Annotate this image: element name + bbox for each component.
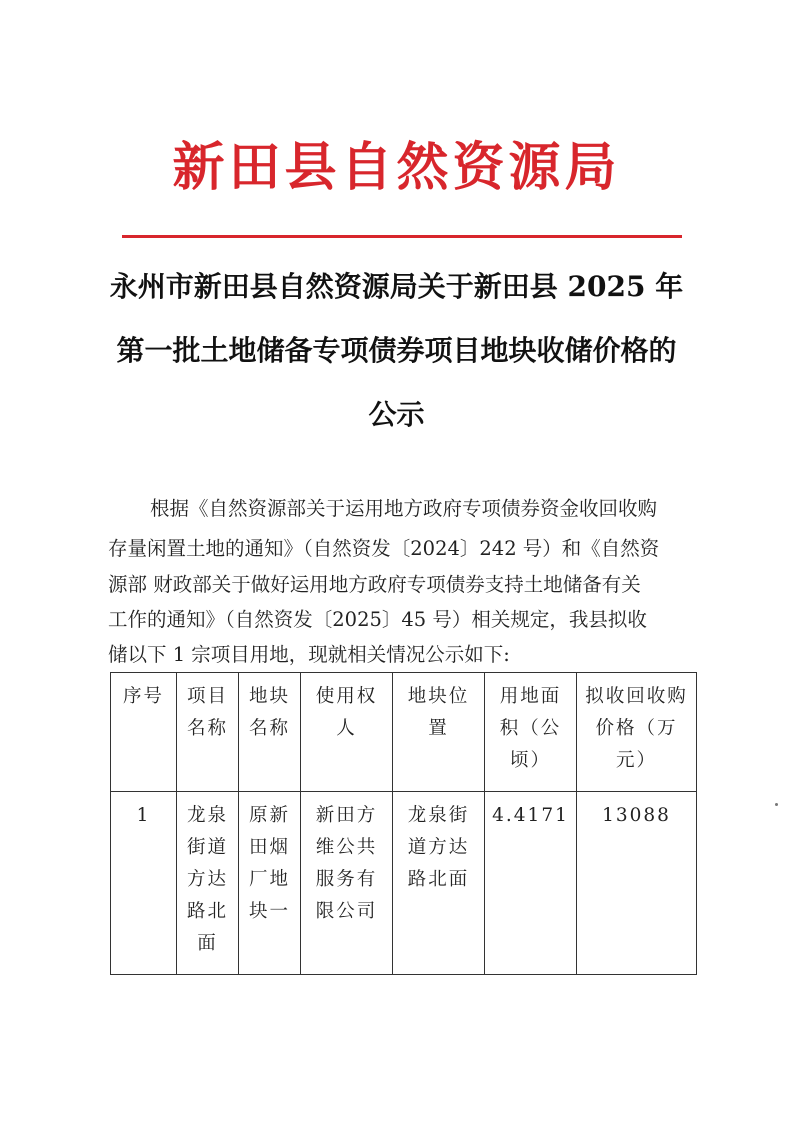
cell-acquisition-price: 13088 xyxy=(577,792,697,975)
header-parcel-location: 地块位置 xyxy=(393,673,485,792)
cell-parcel-name: 原新田烟厂地块一 xyxy=(239,792,301,975)
document-title-line-1: 永州市新田县自然资源局关于新田县 2025 年 xyxy=(109,270,684,303)
scan-speck xyxy=(775,803,778,806)
header-acquisition-price: 拟收回收购价格（万元） xyxy=(577,673,697,792)
body-line-3: 源部 财政部关于做好运用地方政府专项债券支持土地储备有关 xyxy=(108,573,641,596)
agency-header: 新田县自然资源局 xyxy=(172,138,621,198)
land-parcel-table xyxy=(110,672,697,975)
header-right-holder: 使用权人 xyxy=(301,673,393,792)
cell-project-name: 龙泉街道方达路北面 xyxy=(177,792,239,975)
header-project-name: 项目名称 xyxy=(177,673,239,792)
header-land-area: 用地面积（公顷） xyxy=(485,673,577,792)
cell-land-area: 4.4171 xyxy=(485,792,577,975)
table-row xyxy=(111,792,697,975)
body-line-4: 工作的通知》（自然资发〔2025〕45 号）相关规定，我县拟收 xyxy=(108,608,647,631)
header-divider xyxy=(122,235,682,238)
body-line-2: 存量闲置土地的通知》（自然资发〔2024〕242 号）和《自然资 xyxy=(108,537,660,560)
cell-parcel-location: 龙泉街道方达路北面 xyxy=(393,792,485,975)
cell-right-holder: 新田方维公共服务有限公司 xyxy=(301,792,393,975)
table-header-row xyxy=(111,673,697,792)
header-parcel-name: 地块名称 xyxy=(239,673,301,792)
body-line-5: 储以下 1 宗项目用地，现就相关情况公示如下: xyxy=(108,643,510,666)
header-serial-no: 序号 xyxy=(111,673,177,792)
document-title-line-2: 第一批土地储备专项债券项目地块收储价格的 xyxy=(116,334,677,367)
body-line-1: 根据《自然资源部关于运用地方政府专项债券资金收回收购 xyxy=(150,497,658,520)
document-title-line-3: 公示 xyxy=(368,398,425,431)
cell-serial-no: 1 xyxy=(111,792,177,975)
